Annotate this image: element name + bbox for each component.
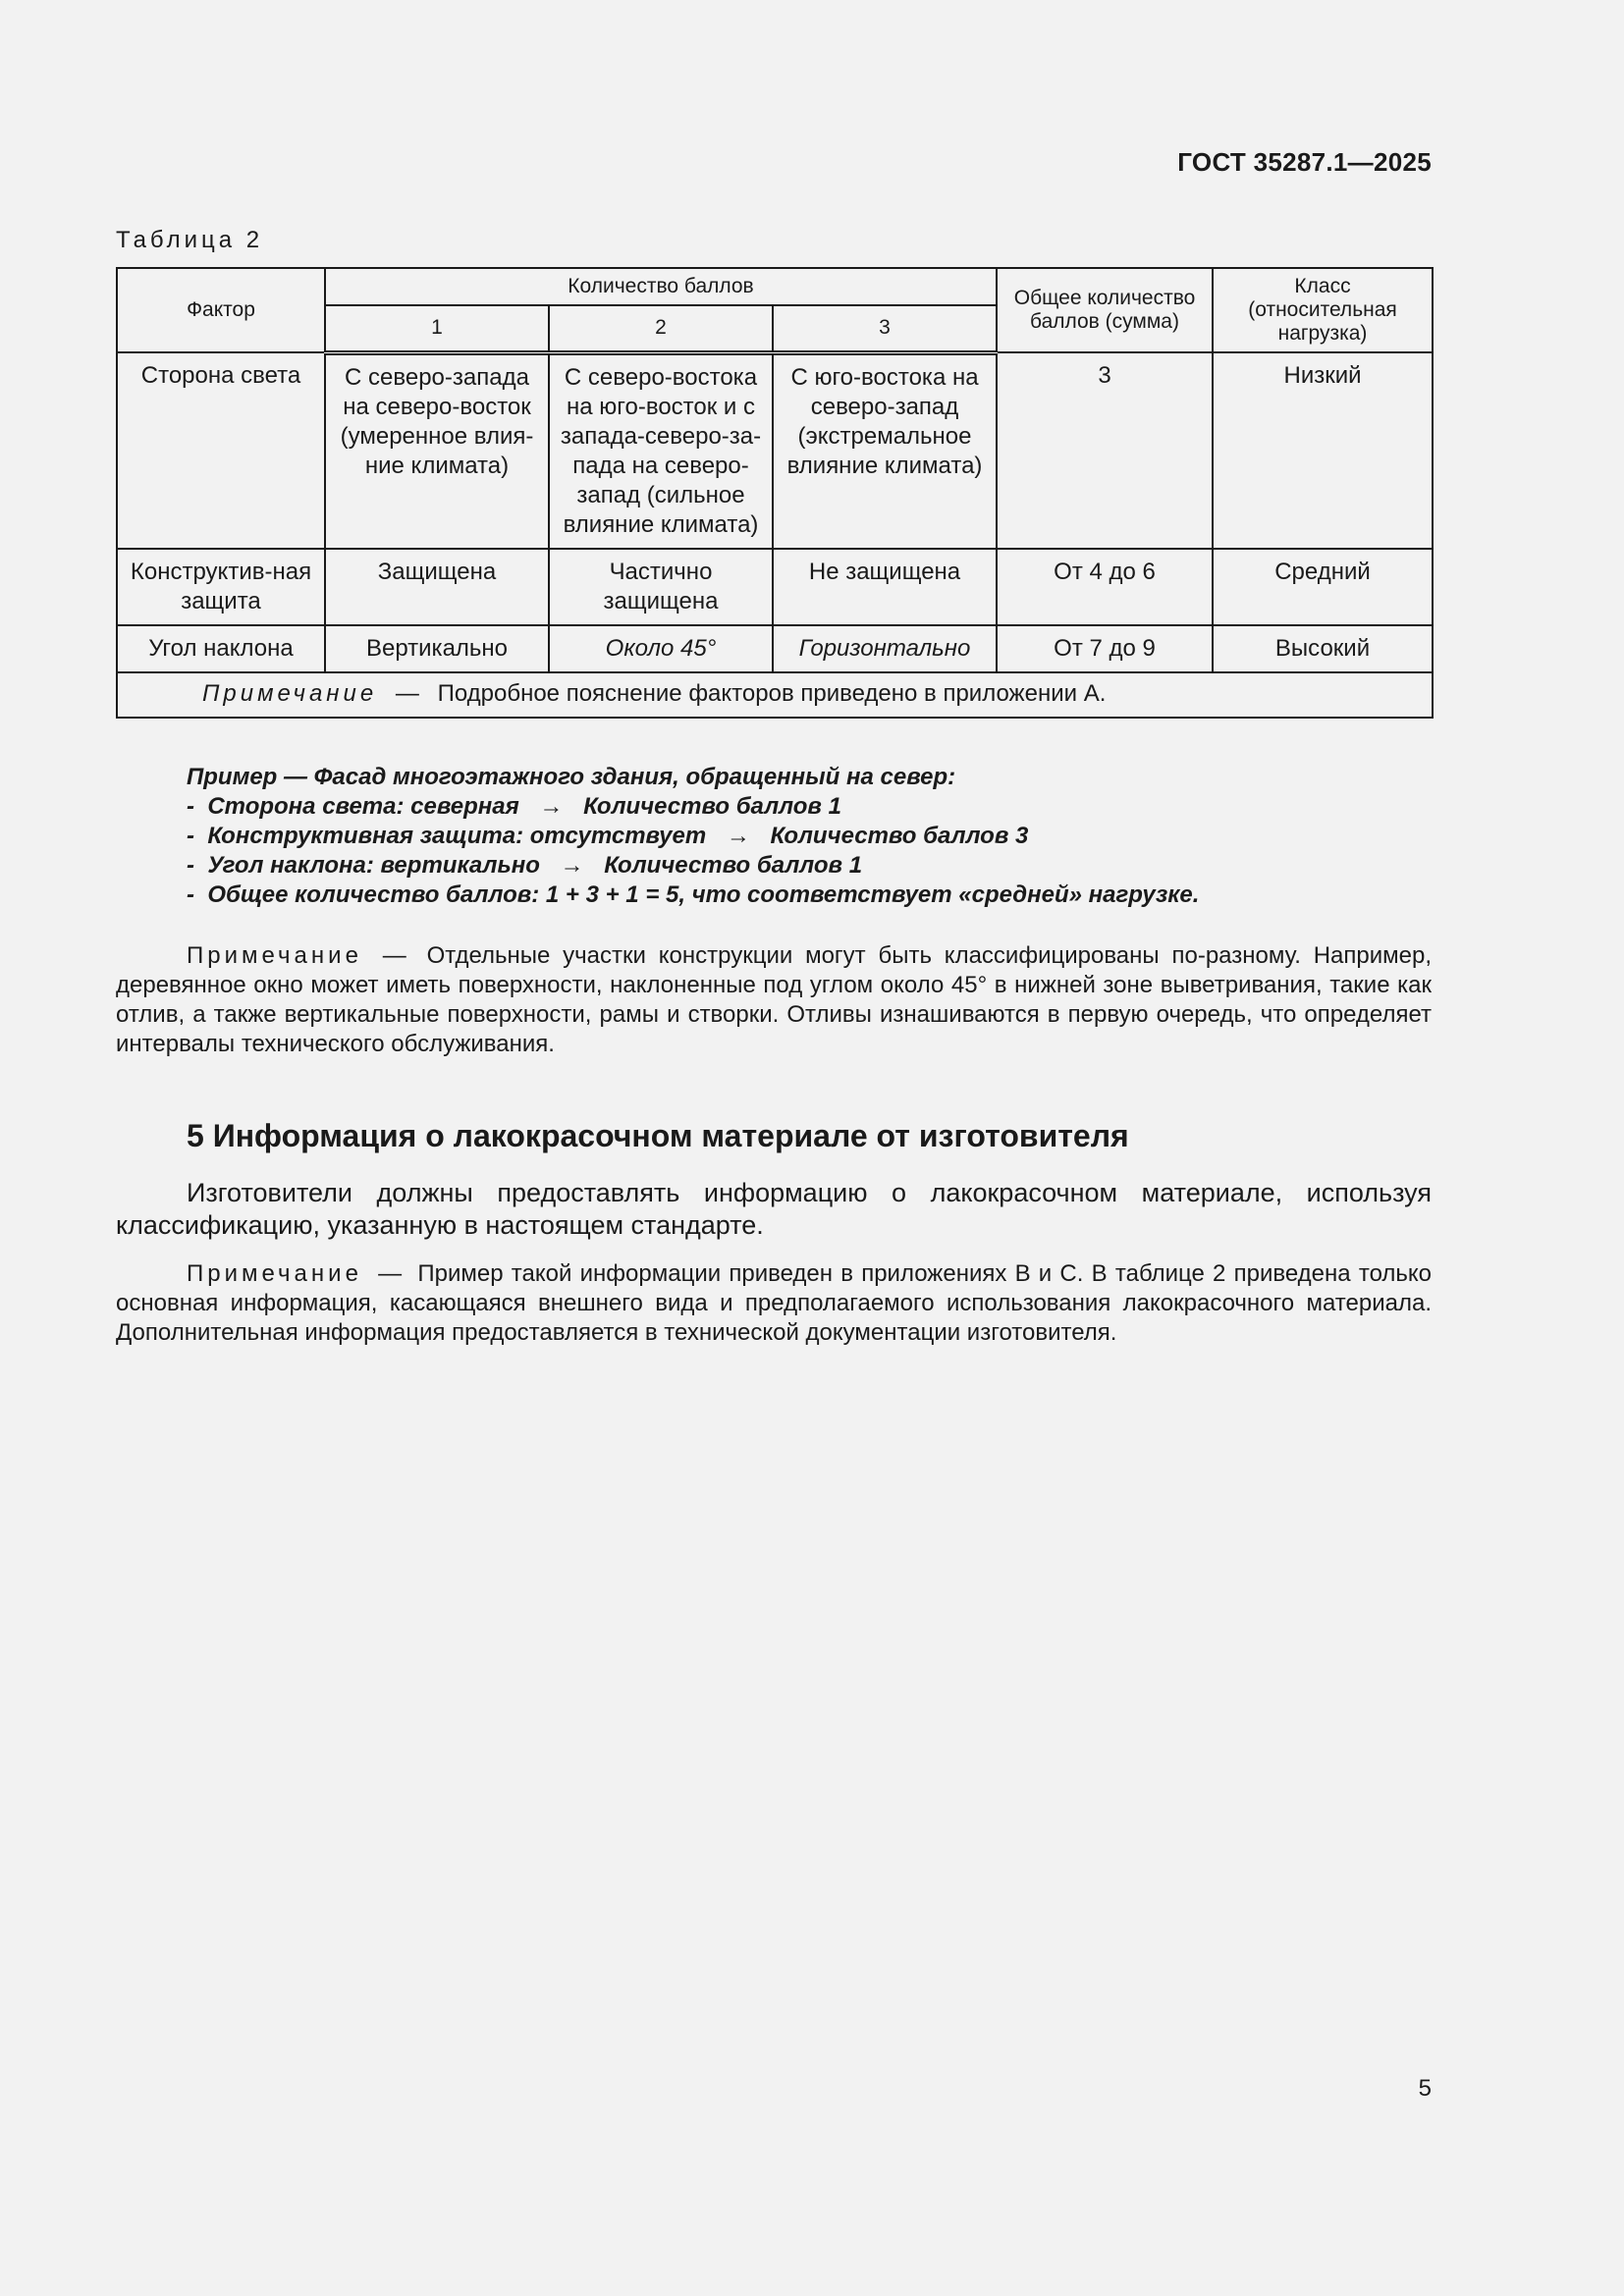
note-label: Примечание bbox=[187, 1260, 362, 1287]
header-class: Класс (относительная нагрузка) bbox=[1213, 268, 1433, 352]
arrow-icon: → bbox=[539, 793, 564, 820]
note-paragraph bbox=[116, 1259, 1432, 1348]
arrow-icon: → bbox=[726, 823, 750, 849]
cell-factor: Сторона света bbox=[117, 352, 325, 549]
example-line-result: Количество баллов 1 bbox=[604, 852, 863, 879]
table-note-dash: — bbox=[395, 679, 419, 707]
table-note-row bbox=[117, 672, 1433, 718]
cell-total: От 7 до 9 bbox=[997, 625, 1213, 672]
cell-total: От 4 до 6 bbox=[997, 549, 1213, 625]
table-row bbox=[117, 625, 1433, 672]
example-line bbox=[187, 881, 1424, 910]
bullet: - bbox=[187, 793, 194, 820]
cell-points-3: Не защищена bbox=[773, 549, 997, 625]
cell-points-2: Частично защищена bbox=[549, 549, 773, 625]
table-row bbox=[117, 352, 1433, 549]
cell-factor: Угол наклона bbox=[117, 625, 325, 672]
document-code: ГОСТ 35287.1—2025 bbox=[1177, 147, 1432, 177]
note-text: Пример такой информации приведен в приложениях В и С. В таблице 2 приведена только основная информация, касающаяся внешнего вида и предполагаемого использования лакокрасочного материала. Дополнительная информация предоставляется в технической документации изготовителя. bbox=[116, 1260, 1433, 1346]
section-heading: 5 Информация о лакокрасочном материале от изготовителя bbox=[187, 1118, 1129, 1153]
example-line-text: Конструктивная защита: отсутствует bbox=[207, 823, 707, 849]
cell-points-2: С северо-востока на юго-восток и с запада-северо-за-пада на северо-запад (сильное влияние климата) bbox=[549, 352, 773, 549]
table-note bbox=[117, 672, 1433, 718]
header-points-1: 1 bbox=[325, 305, 549, 352]
example-line-text: Сторона света: северная bbox=[207, 793, 519, 820]
note-dash: — bbox=[378, 1260, 403, 1287]
note-paragraph bbox=[116, 941, 1432, 1059]
cell-points-3: С юго-востока на северо-запад (экстремальное влияние климата) bbox=[773, 352, 997, 549]
note-dash: — bbox=[382, 942, 406, 969]
example-line-result: Количество баллов 1 bbox=[583, 793, 841, 820]
cell-points-3: Горизонтально bbox=[773, 625, 997, 672]
arrow-icon: → bbox=[560, 852, 584, 879]
example-line-text: Общее количество баллов: 1 + 3 + 1 = 5, что соответствует «средней» нагрузке. bbox=[207, 881, 1200, 908]
factors-table bbox=[116, 267, 1434, 719]
example-line bbox=[187, 851, 1424, 881]
page-number: 5 bbox=[1418, 2075, 1432, 2102]
note-label: Примечание bbox=[187, 942, 362, 969]
cell-total: 3 bbox=[997, 352, 1213, 549]
cell-points-1: С северо-запада на северо-восток (умеренное влия-ние климата) bbox=[325, 352, 549, 549]
header-points-2: 2 bbox=[549, 305, 773, 352]
header-factor: Фактор bbox=[117, 268, 325, 352]
header-points-group: Количество баллов bbox=[325, 268, 997, 305]
note-text: Отдельные участки конструкции могут быть классифицированы по-разному. Например, деревянное окно может иметь поверхности, наклоненные под углом около 45° в нижней зоне выветривания, такие как отлив, а также вертикальные поверхности, рамы и створки. Отливы изнашиваются в первую очередь, что определяет интервалы технического обслуживания. bbox=[116, 942, 1433, 1057]
cell-points-1: Вертикально bbox=[325, 625, 549, 672]
table-note-label: Примечание bbox=[202, 679, 378, 707]
header-points-3: 3 bbox=[773, 305, 997, 352]
cell-points-2: Около 45° bbox=[549, 625, 773, 672]
cell-points-1: Защищена bbox=[325, 549, 549, 625]
table-note-text: Подробное пояснение факторов приведено в приложении А. bbox=[437, 679, 1107, 707]
example-block bbox=[187, 763, 1424, 910]
bullet: - bbox=[187, 881, 194, 908]
example-line bbox=[187, 792, 1424, 822]
table-caption: Таблица 2 bbox=[116, 227, 264, 253]
section-paragraph bbox=[116, 1177, 1432, 1242]
bullet: - bbox=[187, 823, 194, 849]
header-total: Общее количество баллов (сумма) bbox=[997, 268, 1213, 352]
example-line-text: Угол наклона: вертикально bbox=[207, 852, 540, 879]
cell-class: Средний bbox=[1213, 549, 1433, 625]
section-paragraph-text: Изготовители должны предоставлять информацию о лакокрасочном материале, используя классификацию, указанную в настоящем стандарте. bbox=[116, 1178, 1432, 1240]
example-title: Пример — Фасад многоэтажного здания, обращенный на север: bbox=[187, 764, 956, 790]
table-row bbox=[117, 549, 1433, 625]
example-line-result: Количество баллов 3 bbox=[770, 823, 1029, 849]
cell-class: Низкий bbox=[1213, 352, 1433, 549]
cell-factor: Конструктив-ная защита bbox=[117, 549, 325, 625]
example-line bbox=[187, 822, 1424, 851]
bullet: - bbox=[187, 852, 194, 879]
cell-class: Высокий bbox=[1213, 625, 1433, 672]
